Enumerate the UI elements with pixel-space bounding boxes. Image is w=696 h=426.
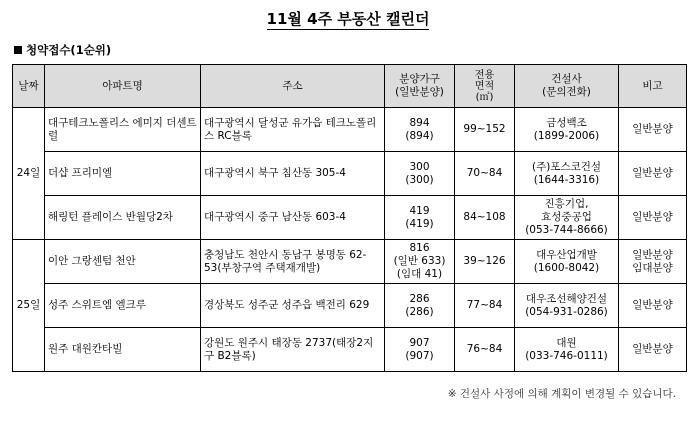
address-cell: 대구광역시 달성군 유가읍 테크노폴리스 RC블록 bbox=[201, 108, 385, 152]
date-cell: 24일 bbox=[13, 108, 45, 240]
section-title: 청약접수(1순위) bbox=[14, 42, 111, 58]
square-bullet-icon bbox=[14, 46, 22, 54]
builder-cell: 대원 (033-746-0111) bbox=[515, 328, 619, 372]
units-cell: 816 (일반 633) (임대 41) bbox=[385, 240, 455, 284]
builder-cell: 대우조선해양건설 (054-931-0286) bbox=[515, 284, 619, 328]
units-cell: 894 (894) bbox=[385, 108, 455, 152]
subscription-table bbox=[12, 64, 687, 372]
address-cell: 경상북도 성주군 성주읍 백전리 629 bbox=[201, 284, 385, 328]
table-row bbox=[13, 108, 687, 152]
remarks-cell: 일반분양 bbox=[619, 196, 687, 240]
address-cell: 대구광역시 중구 남산동 603-4 bbox=[201, 196, 385, 240]
builder-cell: 진흥기업, 효성중공업 (053-744-8666) bbox=[515, 196, 619, 240]
builder-cell: 대우산업개발 (1600-8042) bbox=[515, 240, 619, 284]
units-cell: 907 (907) bbox=[385, 328, 455, 372]
remarks-cell: 일반분양 bbox=[619, 284, 687, 328]
table-row bbox=[13, 240, 687, 284]
table-header-row bbox=[13, 65, 687, 108]
table-row bbox=[13, 152, 687, 196]
header-remarks: 비고 bbox=[619, 65, 687, 108]
area-cell: 99~152 bbox=[455, 108, 515, 152]
area-cell: 77~84 bbox=[455, 284, 515, 328]
date-cell: 25일 bbox=[13, 240, 45, 372]
address-cell: 강원도 원주시 태장동 2737(태장2지구 B2블록) bbox=[201, 328, 385, 372]
header-area: 전용 면적 (㎡) bbox=[455, 65, 515, 108]
units-cell: 300 (300) bbox=[385, 152, 455, 196]
remarks-cell: 일반분양 임대분양 bbox=[619, 240, 687, 284]
apartment-cell: 더샵 프리미엘 bbox=[45, 152, 201, 196]
address-cell: 충청남도 천안시 동남구 봉명동 62-53(부창구역 주택재개발) bbox=[201, 240, 385, 284]
header-units: 분양가구 (일반분양) bbox=[385, 65, 455, 108]
area-cell: 76~84 bbox=[455, 328, 515, 372]
header-date: 날짜 bbox=[13, 65, 45, 108]
table-row bbox=[13, 196, 687, 240]
apartment-cell: 성주 스위트엠 엘크루 bbox=[45, 284, 201, 328]
header-builder: 건설사 (문의전화) bbox=[515, 65, 619, 108]
builder-cell: 금성백조 (1899-2006) bbox=[515, 108, 619, 152]
remarks-cell: 일반분양 bbox=[619, 152, 687, 196]
remarks-cell: 일반분양 bbox=[619, 108, 687, 152]
builder-cell: (주)포스코건설 (1644-3316) bbox=[515, 152, 619, 196]
units-cell: 419 (419) bbox=[385, 196, 455, 240]
apartment-cell: 이안 그랑센텀 천안 bbox=[45, 240, 201, 284]
apartment-cell: 원주 대원칸타빌 bbox=[45, 328, 201, 372]
remarks-cell: 일반분양 bbox=[619, 328, 687, 372]
header-address: 주소 bbox=[201, 65, 385, 108]
page-title: 11월 4주 부동산 캘린더 bbox=[266, 10, 430, 28]
units-cell: 286 (286) bbox=[385, 284, 455, 328]
table-row bbox=[13, 328, 687, 372]
address-cell: 대구광역시 북구 침산동 305-4 bbox=[201, 152, 385, 196]
table-row bbox=[13, 284, 687, 328]
apartment-cell: 대구테크노폴리스 에미지 더센트럴 bbox=[45, 108, 201, 152]
area-cell: 70~84 bbox=[455, 152, 515, 196]
footnote: ※ 건설사 사정에 의해 계획이 변경될 수 있습니다. bbox=[447, 388, 676, 400]
header-apartment: 아파트명 bbox=[45, 65, 201, 108]
area-cell: 84~108 bbox=[455, 196, 515, 240]
apartment-cell: 해링턴 플레이스 반월당2차 bbox=[45, 196, 201, 240]
area-cell: 39~126 bbox=[455, 240, 515, 284]
